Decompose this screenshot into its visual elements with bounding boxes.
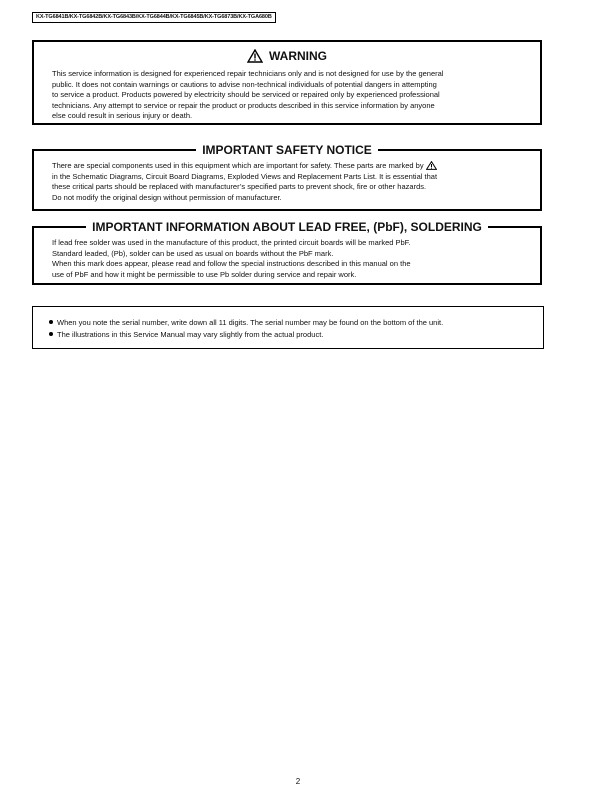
lead-free-line: Standard leaded, (Pb), solder can be used as usual on boards without the PbF mark. <box>52 248 334 258</box>
safety-line: these critical parts should be replaced with manufacturer’s specified parts to prevent shock, fire or other hazards. <box>52 182 427 191</box>
lead-free-text <box>52 238 532 280</box>
lead-free-title: IMPORTANT INFORMATION ABOUT LEAD FREE, (PbF), SOLDERING <box>86 220 488 234</box>
note-text: The illustrations in this Service Manual may vary slightly from the actual product. <box>57 329 324 339</box>
model-number-tag: KX-TG6841B/KX-TG6842B/KX-TG6843B/KX-TG6844B/KX-TG6845B/KX-TG6873B/KX-TGA680B <box>32 12 276 23</box>
lead-free-heading <box>34 219 540 235</box>
safety-line: Do not modify the original design without permission of manufacturer. <box>52 192 282 202</box>
safety-line: in the Schematic Diagrams, Circuit Board Diagrams, Exploded Views and Replacement Parts List. It is essential that <box>52 171 438 181</box>
lead-free-line: When this mark does appear, please read and follow the special instructions described in this manual on the <box>52 259 411 268</box>
warning-triangle-icon <box>247 49 263 63</box>
notes-box <box>32 306 544 349</box>
warning-line: public. It does not contain warnings or cautions to advise non-technical individuals of potential dangers in attempting <box>52 79 437 89</box>
warning-line: This service information is designed for experienced repair technicians only and is not designed for use by the general <box>52 69 444 78</box>
notes-list <box>49 317 443 340</box>
warning-box <box>32 40 542 125</box>
warning-heading <box>34 48 540 64</box>
safety-line <box>52 161 532 172</box>
safety-mark-icon <box>426 161 437 170</box>
safety-notice-text <box>52 161 532 203</box>
note-text: When you note the serial number, write down all 11 digits. The serial number may be found on the bottom of the unit. <box>57 318 444 327</box>
safety-line-text: There are special components used in this equipment which are important for safety. These parts are marked by <box>52 161 424 170</box>
list-item <box>49 317 443 329</box>
lead-free-line: If lead free solder was used in the manufacture of this product, the printed circuit boards will be marked PbF. <box>52 238 411 247</box>
bullet-icon <box>49 332 53 336</box>
list-item <box>49 329 443 341</box>
warning-title: WARNING <box>269 49 327 63</box>
safety-notice-heading <box>34 142 540 158</box>
safety-notice-box <box>32 143 542 211</box>
warning-line: else could result in serious injury or death. <box>52 111 193 120</box>
lead-free-box <box>32 220 542 285</box>
lead-free-line: use of PbF and how it might be permissible to use Pb solder during service and repair work. <box>52 269 357 279</box>
warning-text <box>52 69 532 122</box>
page-number: 2 <box>295 777 301 786</box>
warning-line: technicians. Any attempt to service or repair the product or products described in this service information by anyone <box>52 100 435 110</box>
safety-notice-title: IMPORTANT SAFETY NOTICE <box>196 143 378 157</box>
warning-line: to service a product. Products powered by electricity should be serviced or repaired only by experienced professional <box>52 90 440 99</box>
bullet-icon <box>49 320 53 324</box>
